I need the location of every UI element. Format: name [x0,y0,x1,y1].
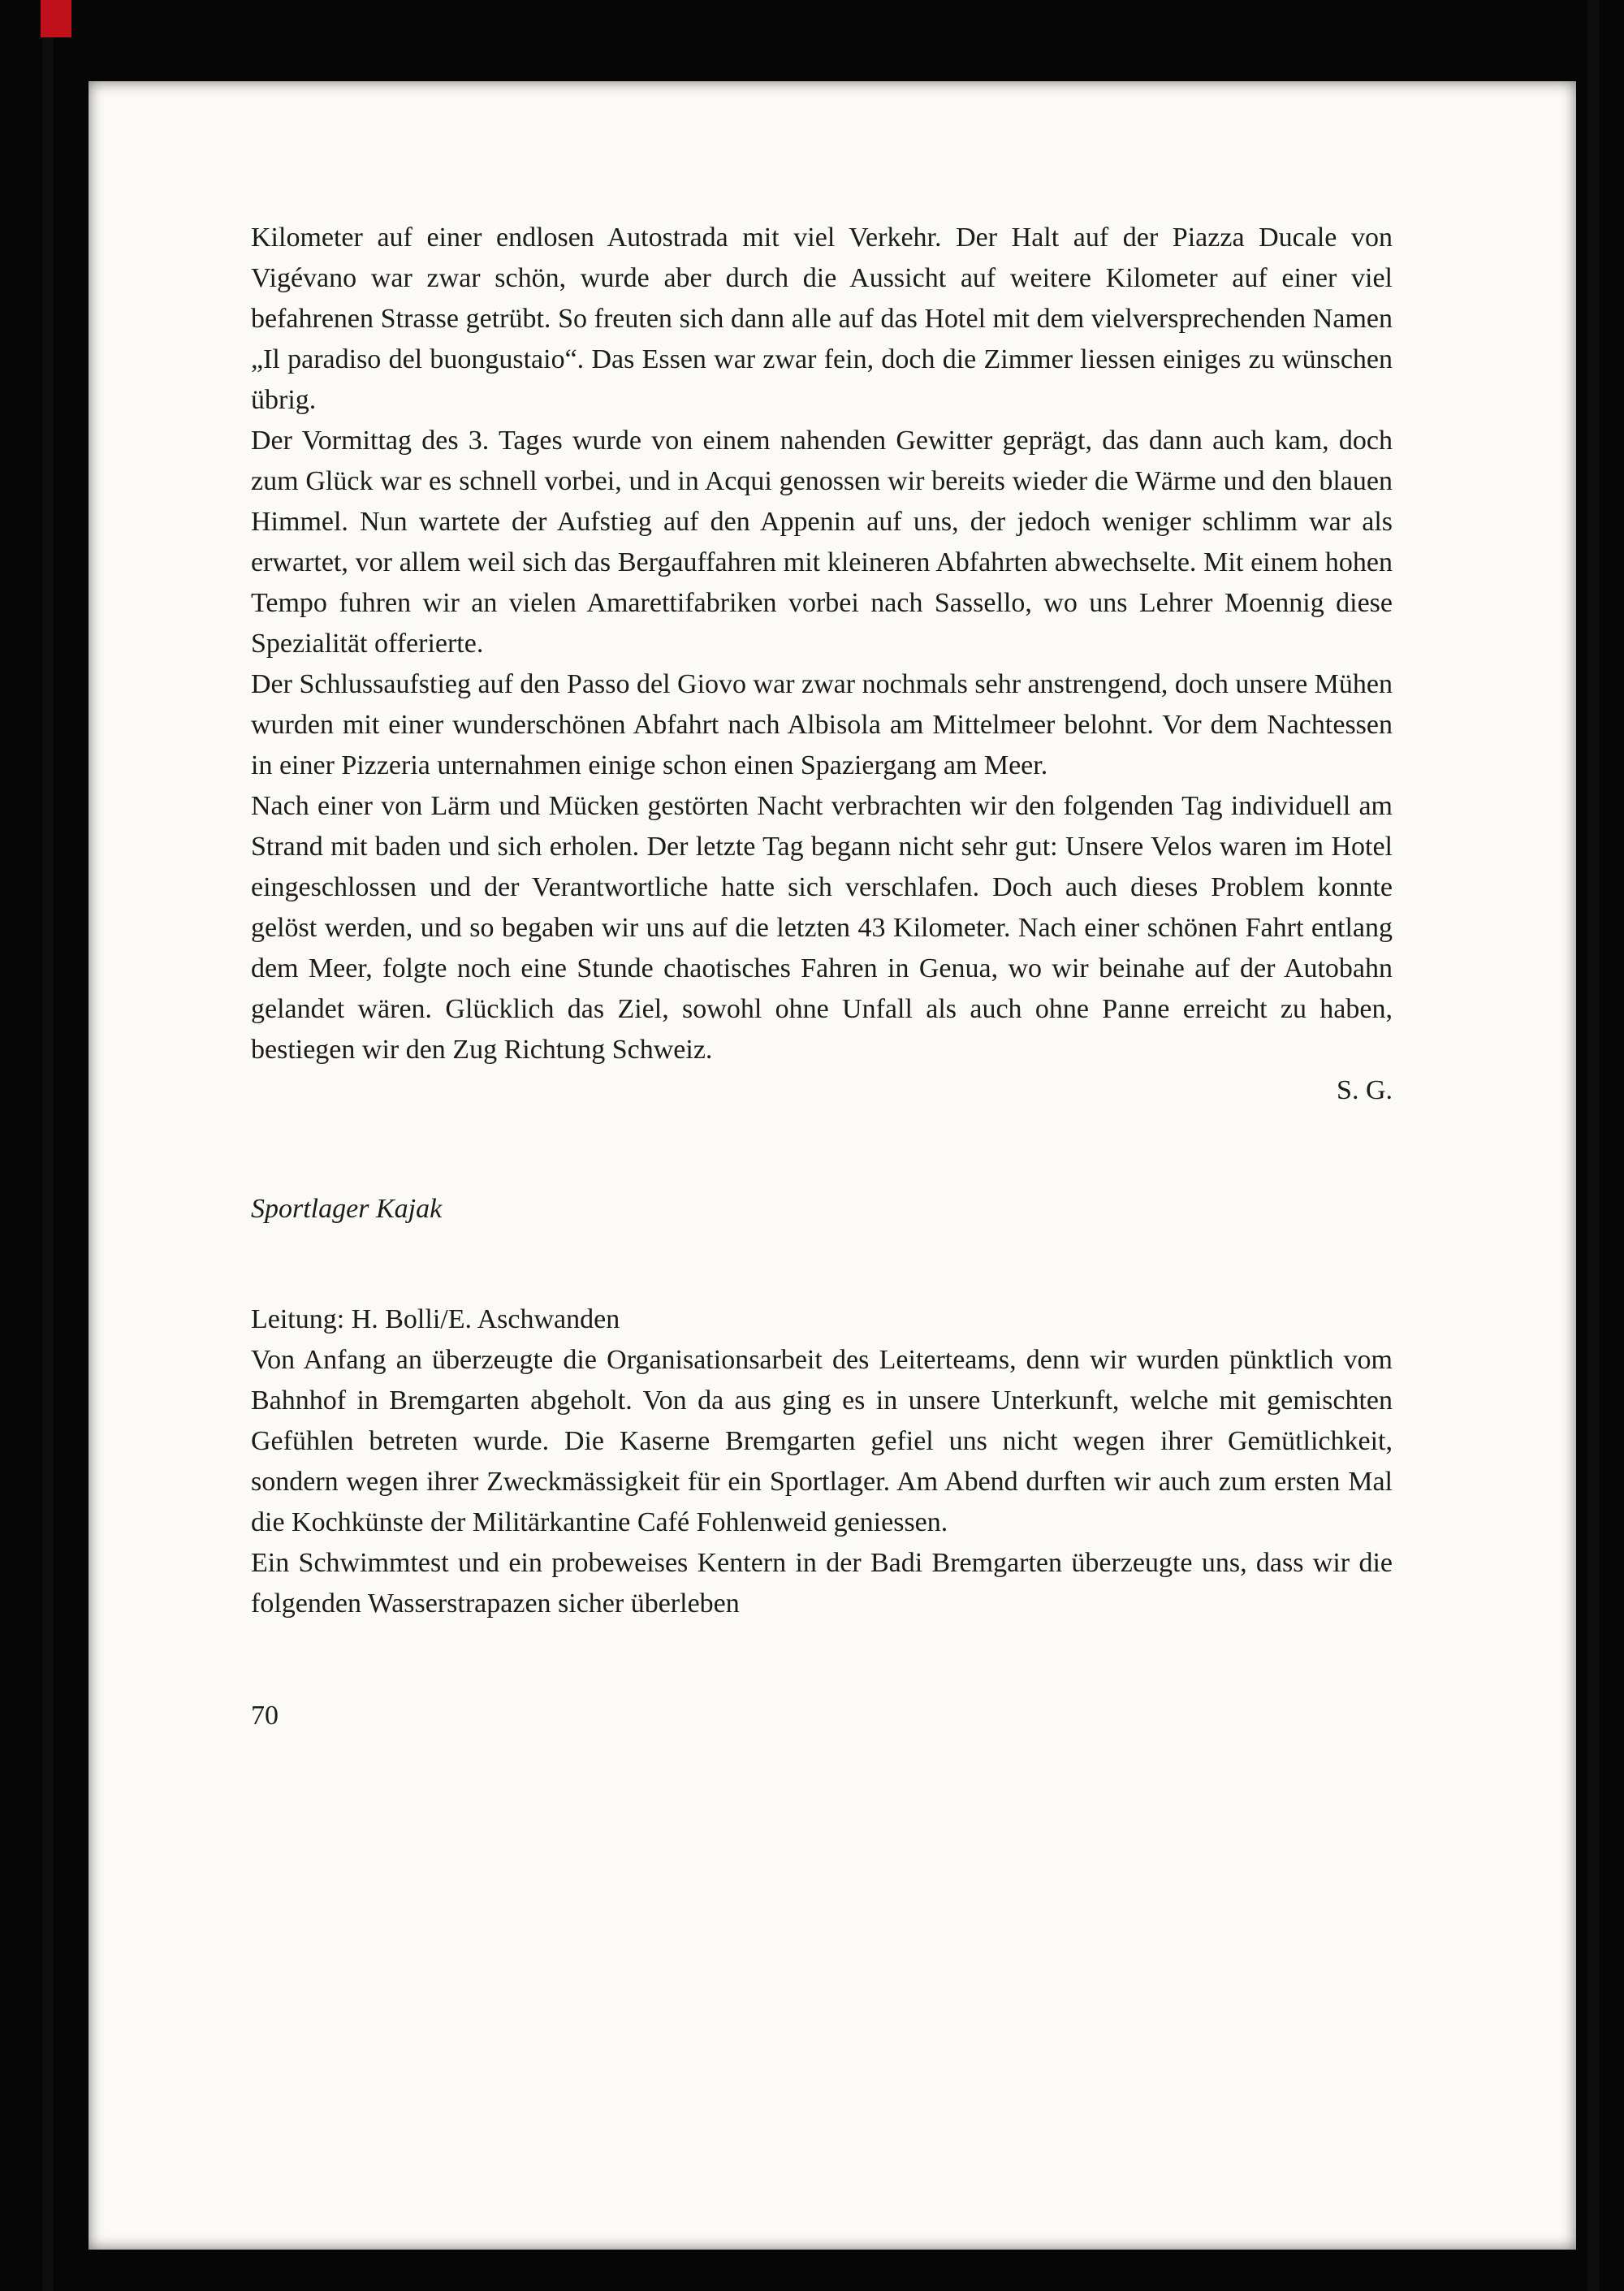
main-text-block [251,218,1393,1070]
author-initials: S. G. [1337,1075,1393,1105]
section-text-block [251,1299,1393,1624]
paragraph: Der Vormittag des 3. Tages wurde von einem nahenden Gewitter geprägt, das dann auch kam, doch zum Glück war es schnell vorbei, und in Acqui genossen wir bereits wieder die Wärme und den blauen Himmel. Nun wartete der Aufstieg auf den Appenin auf uns, der jedoch weniger schlimm war als erwartet, vor allem weil sich das Bergauffahren mit kleineren Abfahrten abwechselte. Mit einem hohen Tempo fuhren wir an vielen Amarettifabriken vorbei nach Sassello, wo uns Lehrer Moennig diese Spezialität offerierte. [251,426,1393,659]
paragraph: Kilometer auf einer endlosen Autostrada mit viel Verkehr. Der Halt auf der Piazza Ducale von Vigévano war zwar schön, wurde aber durch die Aussicht auf weitere Kilometer auf einer viel befahrenen Strasse getrübt. So freuten sich dann alle auf das Hotel mit dem vielversprechenden Namen „Il paradiso del buongustaio“. Das Essen war zwar fein, doch die Zimmer liessen einiges zu wünschen übrig. [251,223,1393,415]
scan-artifact-stripe [42,0,54,2291]
section-heading: Sportlager Kajak [251,1194,443,1224]
paragraph: Nach einer von Lärm und Mücken gestörten Nacht verbrachten wir den folgenden Tag individuell am Strand mit baden und sich erholen. Der letzte Tag begann nicht sehr gut: Unsere Velos waren im Hotel eingeschlossen und der Verantwortliche hatte sich verschlafen. Doch auch dieses Problem konnte gelöst werden, und so begaben wir uns auf die letzten 43 Kilometer. Nach einer schönen Fahrt entlang dem Meer, folgte noch eine Stunde chaotisches Fahren in Genua, wo wir beinahe auf der Autobahn gelandet wären. Glücklich das Ziel, sowohl ohne Unfall als auch ohne Panne erreicht zu haben, bestiegen wir den Zug Richtung Schweiz. [251,791,1393,1065]
page-content [251,218,1393,1736]
paragraph: Leitung: H. Bolli/E. Aschwanden [251,1304,620,1334]
page-number: 70 [251,1701,279,1731]
red-registration-mark [41,0,71,37]
scan-artifact-stripe [1587,0,1599,2291]
book-page [89,81,1576,2250]
paragraph: Der Schlussaufstieg auf den Passo del Giovo war zwar nochmals sehr anstrengend, doch unsere Mühen wurden mit einer wunderschönen Abfahrt nach Albisola am Mittelmeer belohnt. Vor dem Nachtessen in einer Pizzeria unternahmen einige schon einen Spaziergang am Meer. [251,669,1393,780]
paragraph: Von Anfang an überzeugte die Organisationsarbeit des Leiterteams, denn wir wurden pünktlich vom Bahnhof in Bremgarten abgeholt. Von da aus ging es in unsere Unterkunft, welche mit gemischten Gefühlen betreten wurde. Die Kaserne Bremgarten gefiel uns nicht wegen ihrer Gemütlichkeit, sondern wegen ihrer Zweckmässigkeit für ein Sportlager. Am Abend durften wir auch zum ersten Mal die Kochkünste der Militärkantine Café Fohlenweid geniessen. [251,1345,1393,1537]
paragraph: Ein Schwimmtest und ein probeweises Kentern in der Badi Bremgarten überzeugte uns, dass wir die folgenden Wasserstrapazen sicher überleben [251,1548,1393,1619]
